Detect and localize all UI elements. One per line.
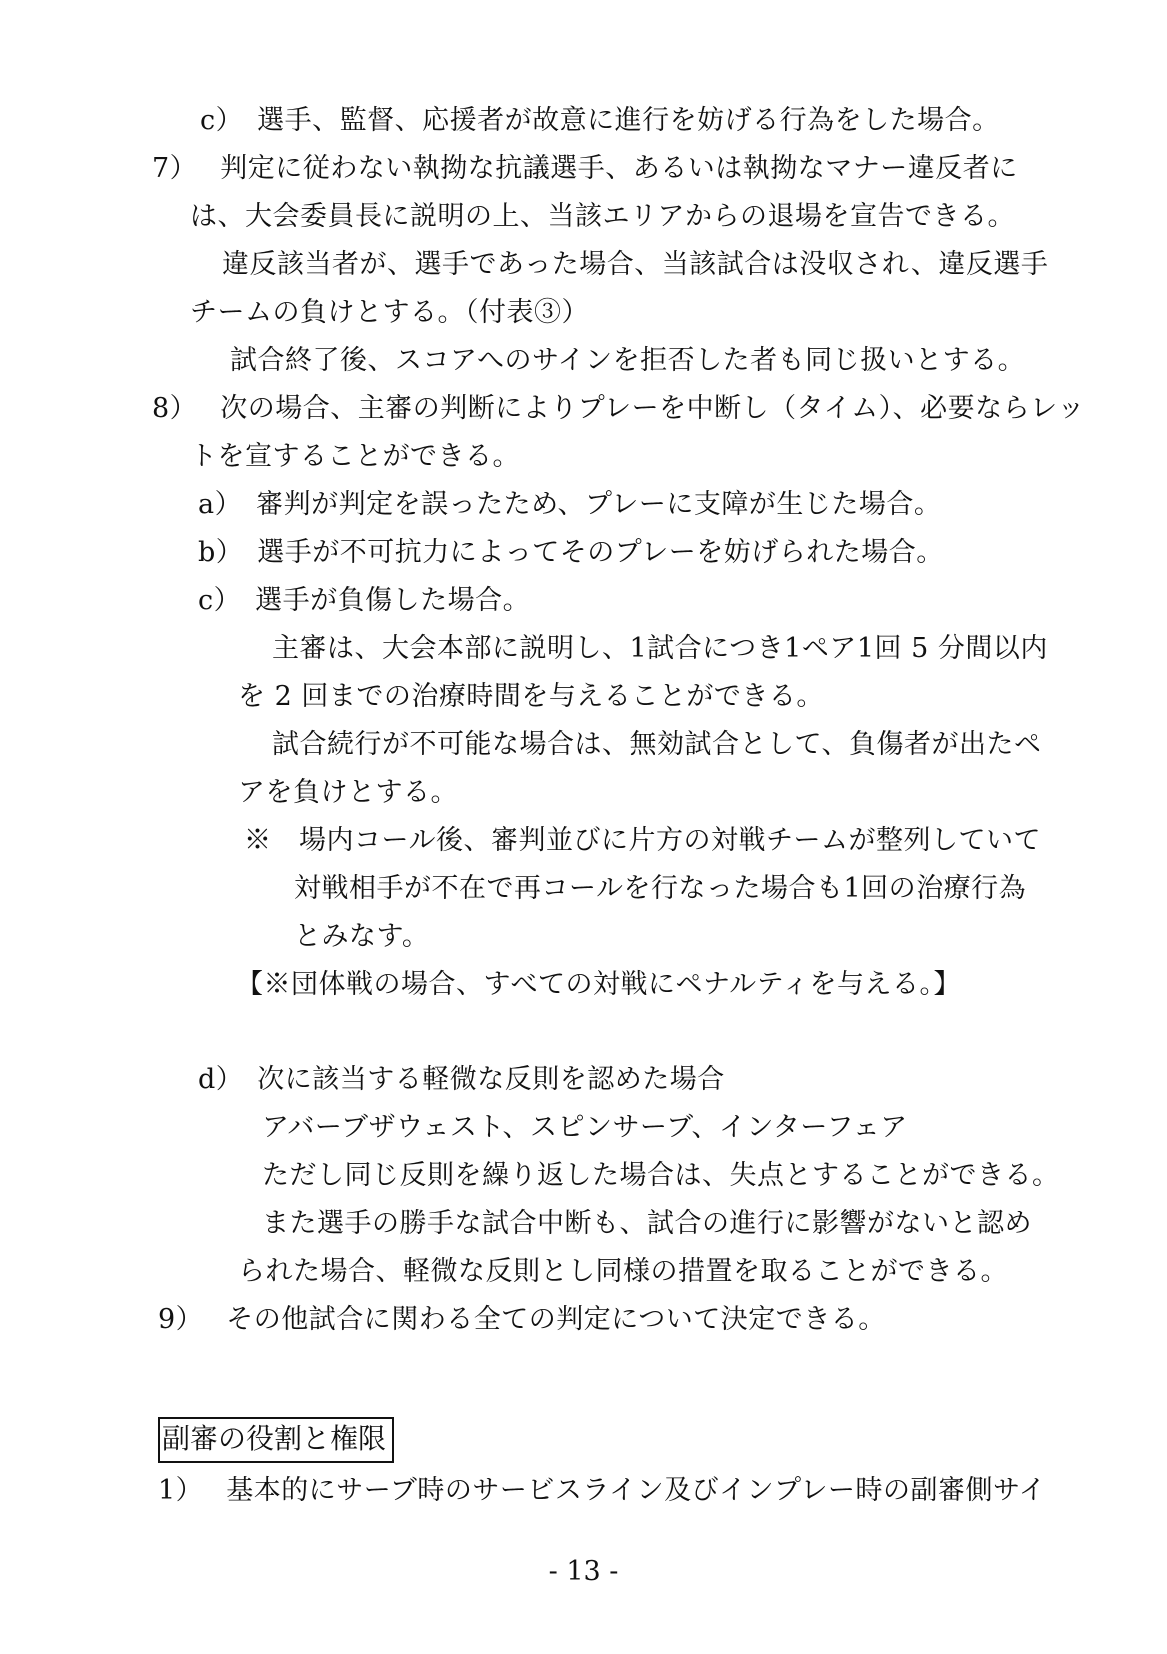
item-7-signature: 試合終了後、スコアへのサインを拒否した者も同じ扱いとする。: [230, 345, 1026, 376]
item-c-obstruction: c） 選手、監督、応援者が故意に進行を妨げる行為をした場合。: [200, 105, 1000, 136]
item-8d-repeat: ただし同じ反則を繰り返した場合は、失点とすることができる。: [262, 1160, 1060, 1191]
item-8a: a） 審判が判定を誤ったため、プレーに支障が生じた場合。: [198, 489, 942, 520]
item-8c-forfeit-cont: アを負けとする。: [238, 777, 458, 808]
item-7-violation-cont: チームの負けとする。（付表③）: [190, 297, 589, 328]
item-8d-list: アバーブザウェスト、スピンサーブ、インターフェア: [262, 1112, 908, 1143]
item-7-text: は、大会委員長に説明の上、当該エリアからの退場を宣告できる。: [190, 201, 1015, 232]
item-8-text: トを宣することができる。: [190, 441, 520, 472]
item-8c-treatment: 主審は、大会本部に説明し、1試合につき1ペア1回 5 分間以内: [272, 633, 1048, 664]
item-8c-forfeit: 試合続行が不可能な場合は、無効試合として、負傷者が出たペ: [272, 729, 1042, 760]
note-team-match: 【※団体戦の場合、すべての対戦にペナルティを与える。】: [236, 969, 961, 1000]
note-recall: ※ 場内コール後、審判並びに片方の対戦チームが整列していて: [244, 825, 1041, 856]
item-8-heading: 8） 次の場合、主審の判断によりプレーを中断し（タイム）、必要ならレッ: [152, 393, 1085, 424]
item-8c-treatment-cont: を 2 回までの治療時間を与えることができる。: [238, 681, 824, 712]
item-7-heading: 7） 判定に従わない執拗な抗議選手、あるいは執拗なマナー違反者に: [152, 153, 1018, 184]
item-8d-interrupt-cont: られた場合、軽微な反則とし同様の措置を取ることができる。: [238, 1256, 1008, 1287]
page-number: - 13 -: [548, 1556, 619, 1587]
sub-item-1: 1） 基本的にサーブ時のサービスライン及びインプレー時の副審側サイ: [158, 1475, 1047, 1506]
item-8c: c） 選手が負傷した場合。: [198, 585, 531, 616]
item-9: 9） その他試合に関わる全ての判定について決定できる。: [158, 1304, 886, 1335]
section-heading: 副審の役割と権限: [158, 1417, 394, 1463]
item-7-violation: 違反該当者が、選手であった場合、当該試合は没収され、違反選手: [222, 249, 1049, 280]
item-8d: d） 次に該当する軽微な反則を認めた場合: [198, 1064, 725, 1095]
item-8d-interrupt: また選手の勝手な試合中断も、試合の進行に影響がないと認め: [262, 1208, 1032, 1239]
note-recall-end: とみなす。: [294, 921, 430, 952]
note-recall-cont: 対戦相手が不在で再コールを行なった場合も1回の治療行為: [294, 873, 1027, 904]
item-8b: b） 選手が不可抗力によってそのプレーを妨げられた場合。: [198, 537, 944, 568]
